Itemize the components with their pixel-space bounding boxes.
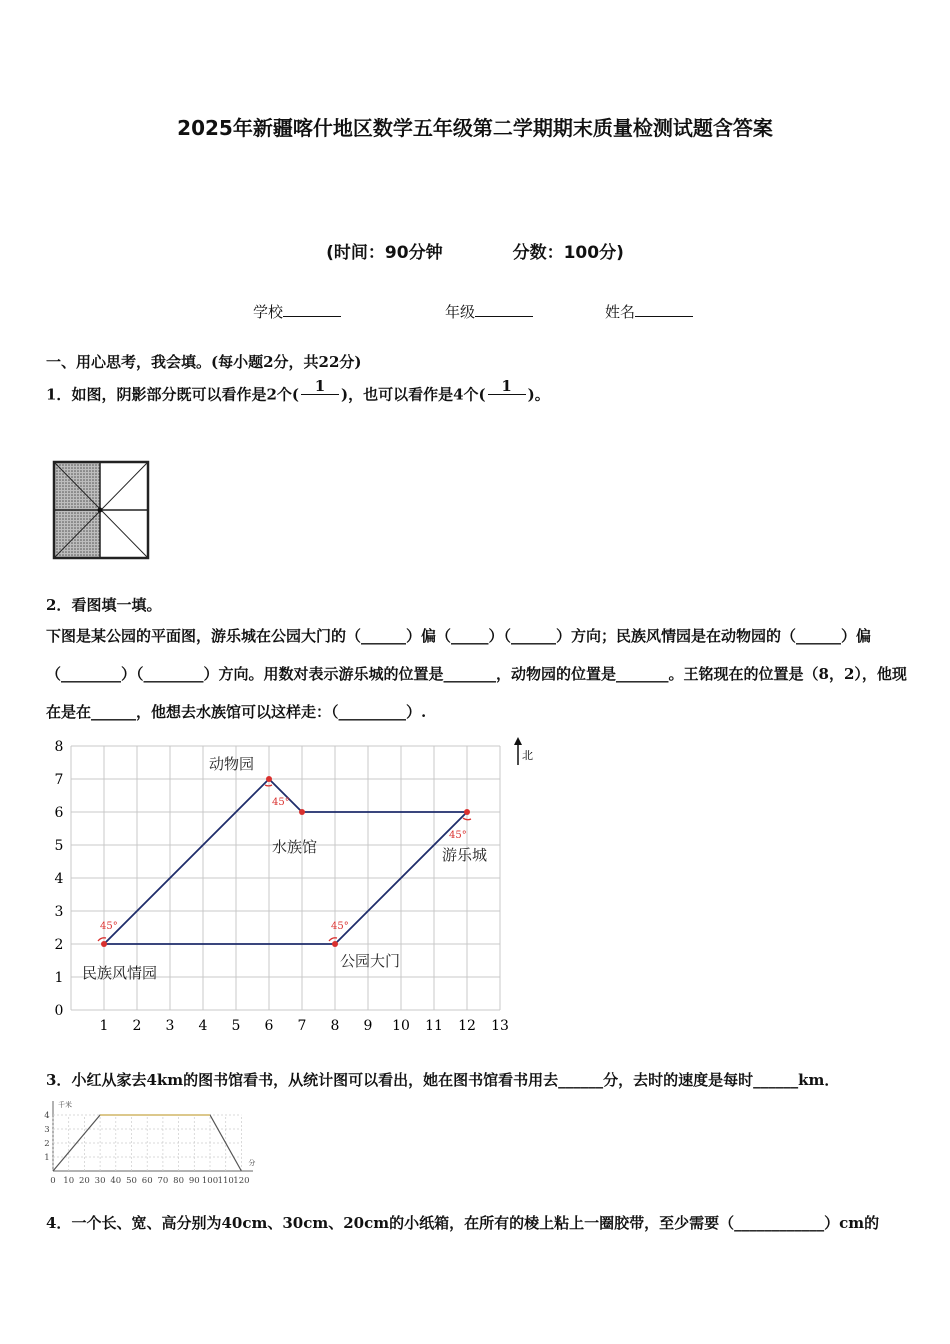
amusement-point (464, 809, 470, 815)
x-tick-label: 6 (264, 1018, 274, 1034)
x-tick-label: 2 (132, 1018, 142, 1034)
x-tick-label: 70 (157, 1176, 169, 1186)
x-tick-label: 100 (201, 1176, 219, 1186)
x-tick-label: 60 (141, 1176, 153, 1186)
x-axis-label: 分 (248, 1159, 256, 1167)
x-tick-label: 1 (99, 1018, 109, 1034)
fraction-blank-2[interactable]: 1 (488, 378, 526, 413)
x-tick-label: 0 (50, 1176, 56, 1186)
exam-meta (0, 238, 950, 263)
y-tick-label: 1 (54, 970, 64, 986)
question-1: 1．如图，阴影部分既可以看作是2个( 1 )，也可以看作是4个( 1 )。 (46, 378, 550, 413)
angle-label: 45° (331, 921, 349, 932)
y-tick-label: 0 (54, 1003, 64, 1019)
name-field[interactable]: 姓名 (605, 301, 693, 322)
park-map (40, 735, 550, 1035)
ethnic-label: 民族风情园 (82, 964, 158, 982)
question-4: 4．一个长、宽、高分别为40cm、30cm、20cm的小纸箱，在所有的棱上粘上一圈胶带，至少需要（____________）cm的 (46, 1214, 880, 1232)
y-axis-label: 千米 (58, 1101, 72, 1109)
y-tick-label: 8 (54, 739, 64, 755)
angle-arc (98, 938, 106, 941)
y-tick-label: 4 (54, 871, 64, 887)
x-tick-label: 10 (392, 1018, 410, 1034)
x-tick-label: 20 (78, 1176, 90, 1186)
angle-label: 45° (272, 797, 290, 808)
x-tick-label: 7 (297, 1018, 307, 1034)
y-tick-label: 7 (54, 772, 64, 788)
aquarium-label: 水族馆 (272, 838, 318, 856)
x-tick-label: 5 (231, 1018, 241, 1034)
y-tick-label: 2 (54, 937, 64, 953)
distance-time-graph (40, 1095, 280, 1187)
x-tick-label: 9 (363, 1018, 373, 1034)
x-tick-label: 110 (217, 1176, 234, 1186)
question-number: 2． (46, 596, 72, 614)
x-tick-label: 30 (94, 1176, 106, 1186)
x-tick-label: 11 (425, 1018, 443, 1034)
y-tick-label: 1 (44, 1153, 50, 1163)
section-heading: 一、用心思考，我会填。(每小题2分，共22分) (46, 353, 362, 371)
question-2-heading: 2．看图填一填。 (46, 596, 162, 614)
school-field[interactable]: 学校 (253, 301, 341, 322)
x-tick-label: 10 (63, 1176, 75, 1186)
question-number: 4． (46, 1214, 72, 1232)
x-tick-label: 90 (188, 1176, 200, 1186)
angle-label: 45° (449, 830, 467, 841)
x-tick-label: 50 (126, 1176, 137, 1186)
x-tick-label: 8 (330, 1018, 340, 1034)
time-limit: (时间：90分钟 (326, 243, 443, 263)
x-tick-label: 3 (165, 1018, 175, 1034)
zoo-point (266, 776, 272, 782)
angle-label: 45° (100, 921, 118, 932)
question-number: 1． (46, 385, 72, 404)
y-tick-label: 4 (44, 1111, 50, 1121)
x-tick-label: 120 (233, 1176, 250, 1186)
aquarium-point (299, 809, 305, 815)
x-tick-label: 12 (458, 1018, 476, 1034)
question-3: 3．小红从家去4km的图书馆看书，从统计图可以看出，她在图书馆看书用去______分，去时的速度是每时______km． (46, 1071, 840, 1089)
x-tick-label: 80 (173, 1176, 185, 1186)
question-number: 3． (46, 1071, 72, 1089)
ethnic-point (101, 941, 107, 947)
fraction-blank-1[interactable]: 1 (301, 378, 339, 413)
y-tick-label: 3 (44, 1125, 50, 1135)
square-figure (50, 458, 154, 562)
question-2-body: 下图是某公园的平面图，游乐城在公园大门的（______）偏（_____）（______）方向；民族风情园是在动物园的（______）偏（________）（________）方向。用数对表示游乐城的位置是_______，动物园的位置是_______。王铭现在的位置是（8，2），他现在是在______，他想去水族馆可以这样走：（_________）. (46, 627, 907, 721)
angle-arc (329, 938, 337, 941)
grade-field[interactable]: 年级 (445, 301, 533, 322)
x-tick-label: 4 (198, 1018, 208, 1034)
gate-label: 公园大门 (340, 952, 401, 970)
gate-point (332, 941, 338, 947)
document-title: 2025年新疆喀什地区数学五年级第二学期期末质量检测试题含答案 (177, 116, 773, 140)
y-tick-label: 6 (54, 805, 64, 821)
y-tick-label: 2 (44, 1139, 50, 1149)
x-tick-label: 40 (110, 1176, 122, 1186)
y-tick-label: 5 (54, 838, 64, 854)
x-tick-label: 13 (491, 1018, 509, 1034)
amusement-label: 游乐城 (442, 846, 488, 864)
zoo-label: 动物园 (209, 755, 255, 773)
north-label: 北 (522, 749, 533, 762)
y-tick-label: 3 (54, 904, 64, 920)
total-score: 分数：100分) (512, 243, 624, 263)
